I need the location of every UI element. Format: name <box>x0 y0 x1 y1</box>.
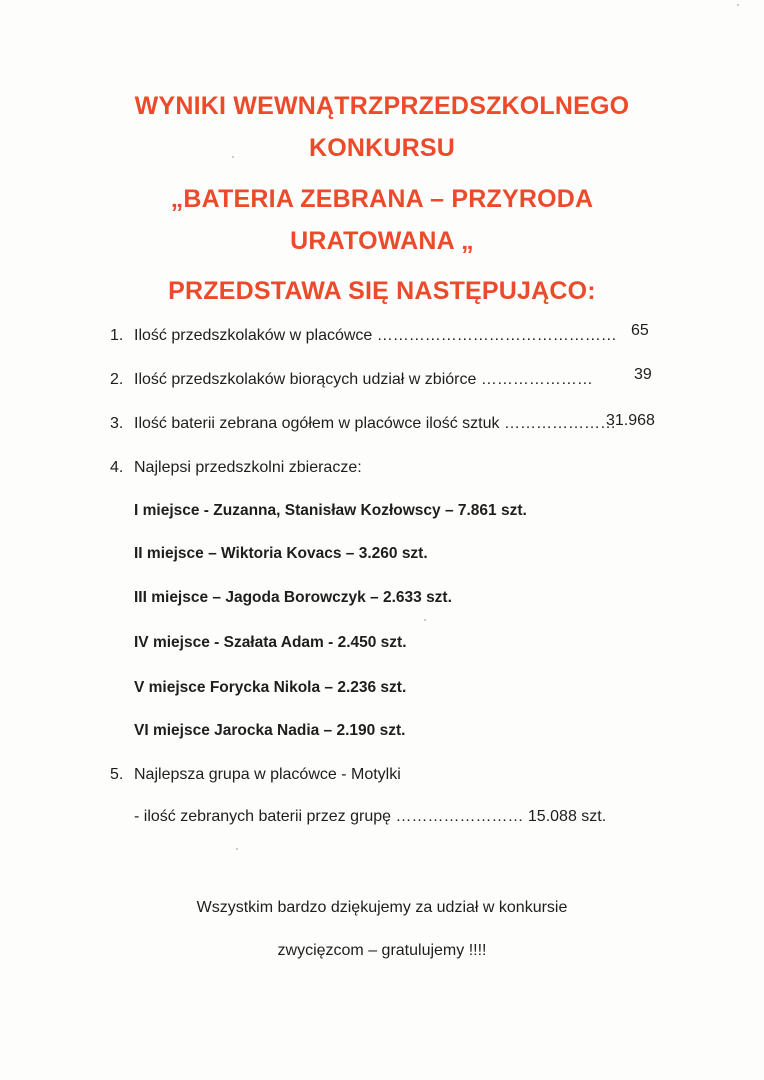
title-line-1: WYNIKI WEWNĄTRZPRZEDSZKOLNEGO <box>134 92 630 120</box>
scan-speck <box>737 4 739 6</box>
item-2-value: 39 <box>634 366 652 383</box>
closing-line-2: zwycięzcom – gratulujemy !!!! <box>277 942 487 959</box>
item-4-text: Najlepsi przedszkolni zbieracze: <box>134 459 362 476</box>
place-5: V miejsce Forycka Nikola – 2.236 szt. <box>134 679 407 696</box>
item-3-text: Ilość baterii zebrana ogółem w placówce ilość sztuk ………………… <box>134 415 616 432</box>
title-line-3: „BATERIA ZEBRANA – PRZYRODA <box>170 185 594 213</box>
item-5-text: Najlepsza grupa w placówce - Motylki <box>134 766 401 783</box>
item-4-number: 4. <box>110 459 124 476</box>
item-1-text: Ilość przedszkolaków w placówce ……………………………………… <box>134 327 617 344</box>
closing-line-1: Wszystkim bardzo dziękujemy za udział w konkursie <box>196 899 568 916</box>
place-1: I miejsce - Zuzanna, Stanisław Kozłowscy – 7.861 szt. <box>134 502 527 519</box>
place-3: III miejsce – Jagoda Borowczyk – 2.633 szt. <box>134 589 452 606</box>
place-2: II miejsce – Wiktoria Kovacs – 3.260 szt. <box>134 545 428 562</box>
title-line-4: URATOWANA „ <box>290 227 474 255</box>
title-line-5: PRZEDSTAWA SIĘ NASTĘPUJĄCO: <box>168 277 596 305</box>
title-line-2: KONKURSU <box>308 134 456 162</box>
item-1-number: 1. <box>110 327 124 344</box>
item-3-value: 31.968 <box>606 412 655 429</box>
place-4: IV miejsce - Szałata Adam - 2.450 szt. <box>134 634 407 651</box>
scan-speck <box>232 156 234 158</box>
item-3-number: 3. <box>110 415 124 432</box>
item-2-text: Ilość przedszkolaków biorących udział w zbiórce ………………… <box>134 371 593 388</box>
group-batteries-line: - ilość zebranych baterii przez grupę …………………… 15.088 szt. <box>134 808 607 825</box>
item-2-number: 2. <box>110 371 124 388</box>
scan-speck <box>236 848 238 850</box>
scan-speck <box>424 619 426 621</box>
item-1-value: 65 <box>631 322 649 339</box>
place-6: VI miejsce Jarocka Nadia – 2.190 szt. <box>134 722 406 739</box>
item-5-number: 5. <box>110 766 124 783</box>
